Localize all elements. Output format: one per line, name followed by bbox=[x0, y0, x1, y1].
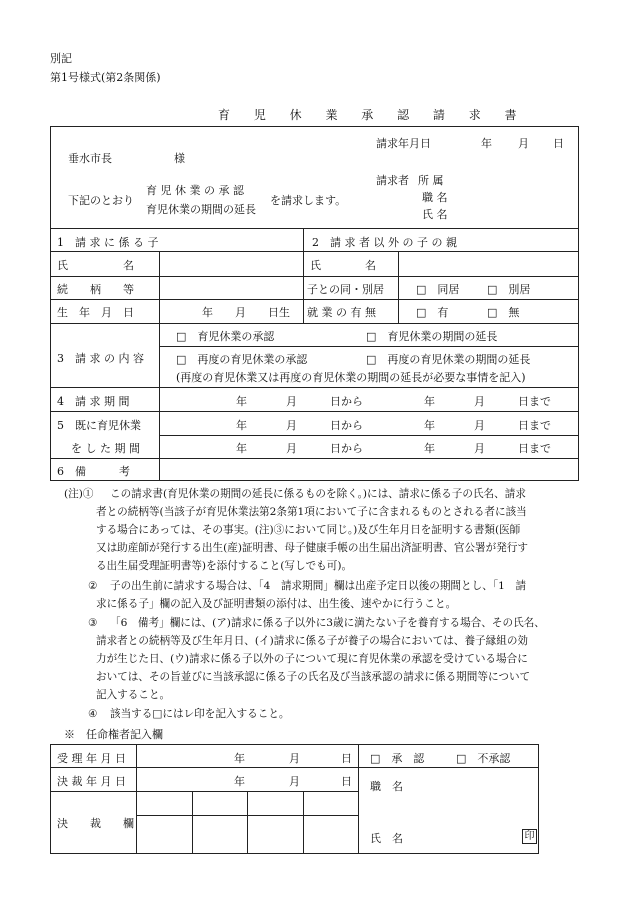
employment-label: 就 業 の 有 無 bbox=[307, 306, 376, 319]
employment-yes-checkbox[interactable]: □ 有 bbox=[416, 306, 449, 319]
row-divider bbox=[50, 276, 579, 277]
note3-mark: ③ bbox=[88, 617, 98, 629]
section4-label: 4 請 求 期 間 bbox=[57, 395, 130, 408]
col-divider bbox=[159, 251, 160, 481]
note3-line: おいては、その旨並びに当該承認に係る子の氏名及び当該承認の請求に係る期間等について bbox=[96, 671, 531, 683]
past-period1-to-month[interactable]: 月 bbox=[474, 419, 485, 432]
past-period2-to-month[interactable]: 月 bbox=[474, 442, 485, 455]
row-divider bbox=[50, 458, 579, 459]
col-divider bbox=[136, 744, 137, 854]
row-divider bbox=[50, 323, 579, 324]
note2-mark: ② bbox=[88, 580, 98, 592]
note3-line: 請求者との続柄等及び生年月日、(イ)請求に係る子が養子の場合においては、養子縁組の効 bbox=[96, 635, 529, 647]
section2-title: 2 請 求 者 以 外 の 子 の 親 bbox=[312, 236, 457, 249]
request-date-label: 請求年月日 bbox=[376, 137, 431, 150]
section1-title: 1 請 求 に 係 る 子 bbox=[57, 236, 159, 249]
child-name-label: 氏 名 bbox=[57, 259, 134, 272]
seal-mark bbox=[522, 829, 537, 844]
betsuki-label: 別記 bbox=[50, 52, 72, 65]
received-month[interactable]: 月 bbox=[289, 752, 300, 765]
decided-day[interactable]: 日 bbox=[341, 775, 352, 788]
period-to-year[interactable]: 年 bbox=[424, 395, 435, 408]
row-divider bbox=[159, 435, 579, 436]
row-divider bbox=[50, 387, 579, 388]
row-divider bbox=[50, 767, 539, 768]
page-title: 育 児 休 業 承 認 請 求 書 bbox=[218, 108, 527, 122]
option-reextension-checkbox[interactable]: □ 再度の育児休業の期間の延長 bbox=[366, 353, 531, 366]
section3-label: 3 請 求 の 内 容 bbox=[57, 352, 144, 365]
section6-label: 6 備 考 bbox=[57, 465, 130, 478]
note1-line: この請求書(育児休業の期間の延長に係るものを除く。)には、請求に係る子の氏名、請求 bbox=[110, 488, 526, 500]
past-period2-from-day[interactable]: 日から bbox=[330, 442, 363, 455]
row-divider bbox=[50, 411, 579, 412]
post-label: 職 名 bbox=[422, 191, 448, 204]
request-date-year[interactable]: 年 bbox=[481, 137, 492, 150]
seal-mark-text: 印 bbox=[522, 829, 537, 844]
child-relation-label: 続 柄 等 bbox=[57, 283, 134, 296]
cohabit-label: 子との同・別居 bbox=[307, 283, 384, 296]
row-divider bbox=[159, 346, 579, 347]
requester-label: 請求者 bbox=[376, 174, 409, 187]
past-period1-to-year[interactable]: 年 bbox=[424, 419, 435, 432]
period-from-year[interactable]: 年 bbox=[236, 395, 247, 408]
decided-year[interactable]: 年 bbox=[234, 775, 245, 788]
child-birth-value[interactable]: 年 月 日生 bbox=[202, 306, 290, 319]
cohabit-yes-checkbox[interactable]: □ 同居 bbox=[416, 283, 460, 296]
section5-label-line1: 5 既に育児休業 bbox=[57, 419, 141, 432]
row-divider bbox=[50, 228, 579, 229]
name-label: 氏 名 bbox=[422, 208, 448, 221]
note1-line: 者との続柄等(当該子が育児休業法第2条第1項において子に含まれるものとされる者に該当 bbox=[96, 506, 527, 518]
row-divider bbox=[50, 251, 579, 252]
option-reapproval-checkbox[interactable]: □ 再度の育児休業の承認 bbox=[176, 353, 308, 366]
note3-line: 力が生じた日、(ウ)請求に係る子以外の子について現に育児休業の承認を受けている場合に bbox=[96, 653, 528, 665]
option-approval: 育 児 休 業 の 承 認 bbox=[146, 184, 244, 197]
approver-name-label: 氏 名 bbox=[370, 832, 403, 845]
past-period1-from-month[interactable]: 月 bbox=[286, 419, 297, 432]
note4-mark: ④ bbox=[88, 708, 98, 720]
note2-line: 求に係る子」欄の記入及び証明書類の添付は、出生後、速やかに行うこと。 bbox=[96, 598, 457, 610]
past-period1-from-year[interactable]: 年 bbox=[236, 419, 247, 432]
col-divider bbox=[398, 251, 399, 323]
decided-date-label: 決 裁 年 月 日 bbox=[57, 775, 126, 788]
past-period2-from-month[interactable]: 月 bbox=[286, 442, 297, 455]
past-period2-from-year[interactable]: 年 bbox=[236, 442, 247, 455]
note1-line: 又は助産師が発行する出生(産)証明書、母子健康手帳の出生届出済証明書、官公署が発行す bbox=[96, 542, 529, 554]
row-divider bbox=[50, 791, 358, 792]
kessai-label: 決 裁 欄 bbox=[57, 817, 134, 830]
section3-note: (再度の育児休業又は再度の育児休業の期間の延長が必要な事情を記入) bbox=[176, 371, 526, 384]
received-day[interactable]: 日 bbox=[341, 752, 352, 765]
request-date-day[interactable]: 日 bbox=[553, 137, 564, 150]
note3-line: 「6 備考」欄には、(ア)請求に係る子以外に3歳に満たない子を養育する場合、その氏名、 bbox=[110, 617, 545, 629]
col-divider bbox=[247, 791, 248, 854]
period-from-day[interactable]: 日から bbox=[330, 395, 363, 408]
option-extension-checkbox[interactable]: □ 育児休業の期間の延長 bbox=[366, 330, 498, 343]
request-suffix: を請求します。 bbox=[270, 194, 347, 207]
period-to-month[interactable]: 月 bbox=[474, 395, 485, 408]
received-date-label: 受 理 年 月 日 bbox=[57, 752, 126, 765]
deny-checkbox[interactable]: □ 不承認 bbox=[456, 752, 511, 765]
col-divider bbox=[192, 791, 193, 854]
section5-label-line2: を し た 期 間 bbox=[71, 442, 140, 455]
note4-line: 該当する□にはレ印を記入すること。 bbox=[110, 708, 290, 720]
col-divider bbox=[303, 228, 304, 323]
past-period2-to-year[interactable]: 年 bbox=[424, 442, 435, 455]
col-divider bbox=[303, 791, 304, 854]
note1-line: る出生届受理証明書等)を添付すること(写しでも可)。 bbox=[96, 560, 353, 572]
option-approval-checkbox[interactable]: □ 育児休業の承認 bbox=[176, 330, 275, 343]
form-number: 第1号様式(第2条関係) bbox=[50, 71, 161, 84]
addressee: 垂水市長 bbox=[68, 152, 112, 165]
past-period1-to-day[interactable]: 日まで bbox=[518, 419, 551, 432]
addressee-honorific: 様 bbox=[174, 152, 185, 165]
note3-line: 記入すること。 bbox=[96, 689, 171, 701]
affiliation-label: 所 属 bbox=[418, 174, 444, 187]
note1-mark: (注)① bbox=[64, 488, 94, 500]
row-divider bbox=[50, 299, 579, 300]
employment-no-checkbox[interactable]: □ 無 bbox=[487, 306, 520, 319]
period-from-month[interactable]: 月 bbox=[286, 395, 297, 408]
other-parent-name-label: 氏 名 bbox=[310, 259, 376, 272]
past-period1-from-day[interactable]: 日から bbox=[330, 419, 363, 432]
appointer-section-label: ※ 任命権者記入欄 bbox=[64, 728, 163, 741]
note1-line: する場合にあっては、その事実。(注)③において同じ。)及び生年月日を証明する書類(医師 bbox=[96, 524, 521, 536]
approver-post-label: 職 名 bbox=[370, 780, 403, 793]
cohabit-no-checkbox[interactable]: □ 別居 bbox=[487, 283, 531, 296]
period-to-day[interactable]: 日まで bbox=[518, 395, 551, 408]
kaki-text: 下記のとおり bbox=[68, 194, 134, 207]
col-divider bbox=[358, 744, 359, 854]
approve-checkbox[interactable]: □ 承 認 bbox=[370, 752, 425, 765]
received-year[interactable]: 年 bbox=[234, 752, 245, 765]
note2-line: 子の出生前に請求する場合は、「4 請求期間」欄は出産予定日以後の期間とし、「1 請 bbox=[110, 580, 527, 592]
request-date-month[interactable]: 月 bbox=[518, 137, 529, 150]
past-period2-to-day[interactable]: 日まで bbox=[518, 442, 551, 455]
decided-month[interactable]: 月 bbox=[289, 775, 300, 788]
child-birth-label: 生 年 月 日 bbox=[57, 306, 134, 319]
option-extension: 育児休業の期間の延長 bbox=[146, 203, 256, 216]
